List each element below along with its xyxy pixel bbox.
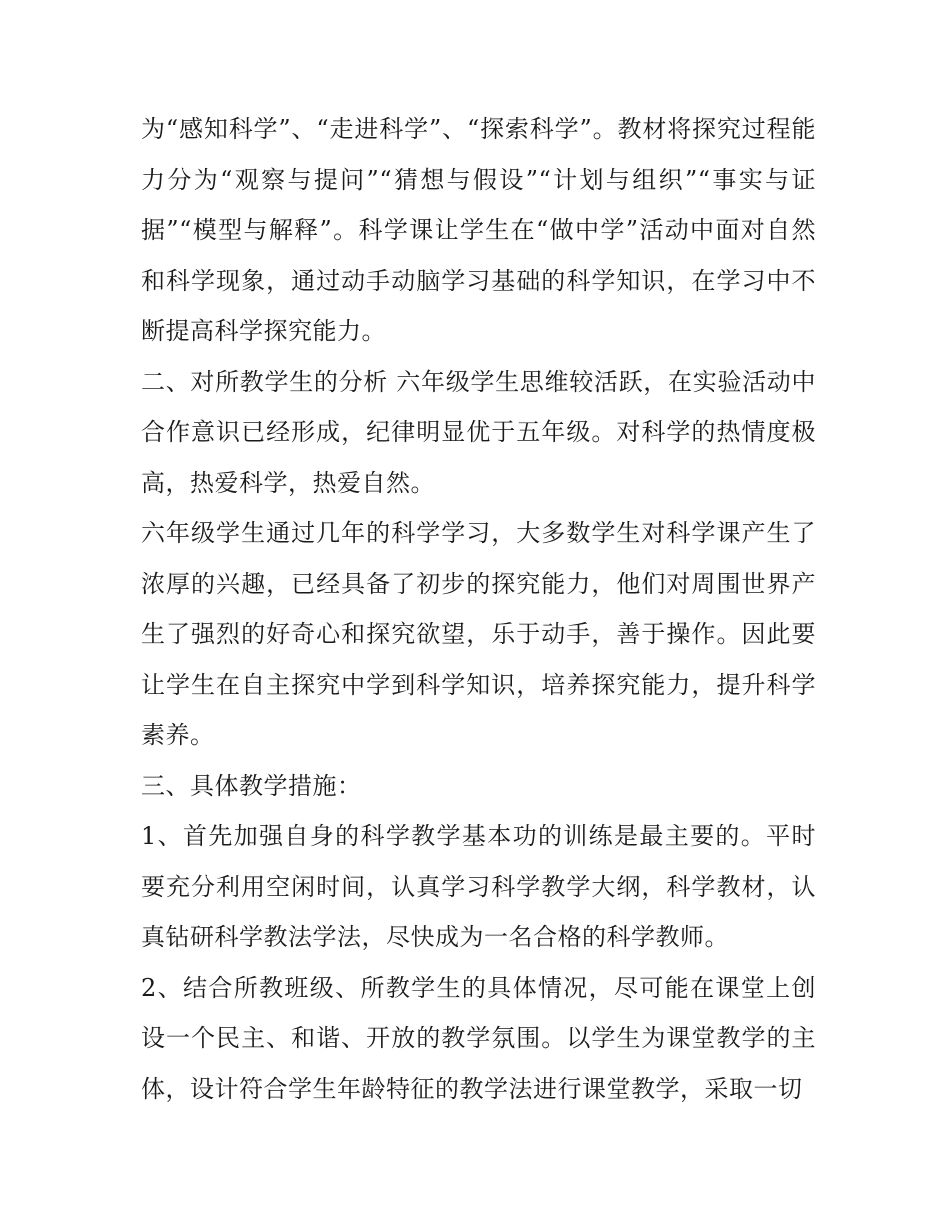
paragraph-measure-2: 2、结合所教班级、所教学生的具体情况，尽可能在课堂上创设一个民主、和谐、开放的教学氛围。以学生为课堂教学的主体，设计符合学生年龄特征的教学法进行课堂教学，采取一切 [141, 973, 816, 1103]
paragraph-student-analysis: 二、对所教学生的分析 六年级学生思维较活跃，在实验活动中合作意识已经形成，纪律明显优于五年级。对科学的热情度极高，热爱科学，热爱自然。 [141, 367, 816, 497]
paragraph-student-interest: 六年级学生通过几年的科学学习，大多数学生对科学课产生了浓厚的兴趣，已经具备了初步的探究能力，他们对周围世界产生了强烈的好奇心和探究欲望，乐于动手，善于操作。因此要让学生在自主探究中学到科学知识，培养探究能力，提升科学素养。 [141, 519, 816, 749]
document-body [141, 104, 816, 1114]
paragraph-curriculum-structure: 为“感知科学”、“走进科学”、“探索科学”。教材将探究过程能力分为“观察与提问”“猜想与假设”“计划与组织”“事实与证据”“模型与解释”。科学课让学生在“做中学”活动中面对自然和科学现象，通过动手动脑学习基础的科学知识，在学习中不断提高科学探究能力。 [141, 115, 816, 345]
section-heading-teaching-measures: 三、具体教学措施： [141, 771, 362, 800]
paragraph-measure-1: 1、首先加强自身的科学教学基本功的训练是最主要的。平时要充分利用空闲时间，认真学习科学教学大纲，科学教材，认真钻研科学教法学法，尽快成为一名合格的科学教师。 [141, 822, 816, 951]
